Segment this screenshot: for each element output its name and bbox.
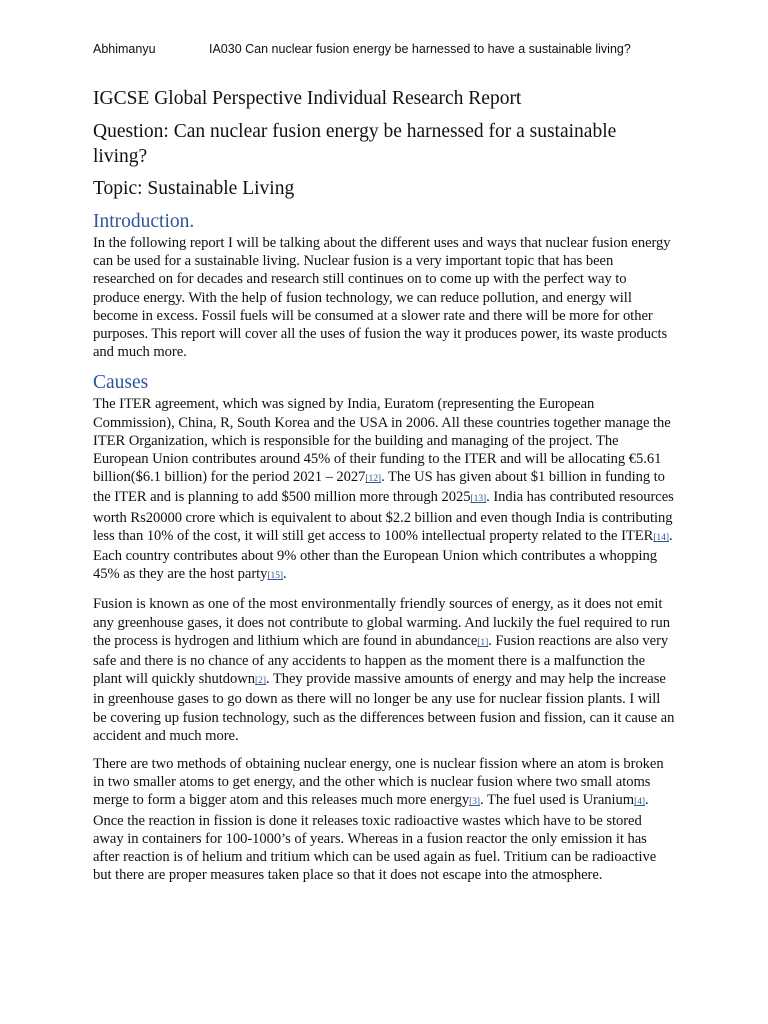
- paragraph-text: . They provide massive amounts of energy and may help the increase in greenhouse gases to go down as there will no longer be any use for nuclear fission plants. I will be covering up fusion technology, such as the differences between fusion and fission, can it cause an accident and much more.: [93, 671, 675, 744]
- paragraph-text: .: [283, 566, 287, 583]
- citation-link-12[interactable]: [12]: [365, 474, 382, 485]
- causes-paragraph-fission-fusion: [93, 755, 675, 884]
- header-title: IA030 Can nuclear fusion energy be harnessed to have a sustainable living?: [209, 42, 631, 56]
- research-topic: Topic: Sustainable Living: [93, 178, 295, 199]
- causes-paragraph-iter: [93, 395, 675, 585]
- citation-link-4[interactable]: [4]: [634, 797, 646, 808]
- research-question: Question: Can nuclear fusion energy be harnessed for a sustainable living?: [93, 121, 617, 167]
- citation-link-13[interactable]: [13]: [470, 494, 487, 505]
- document-body: [93, 86, 675, 895]
- causes-heading: Causes: [93, 372, 149, 394]
- citation-link-14[interactable]: [14]: [653, 532, 669, 543]
- paragraph-text: The ITER agreement, which was signed by India, Euratom (representing the European Commission), China, R, South Korea and the USA in 2006. All these countries together manage the ITER Organization, which is responsible for the building and managing of the project. The European Union contributes around 45% of their funding to the ITER and will be allocating €5.61 billion($6.1 billion) for the period 2021 – 2027: [93, 396, 671, 486]
- paragraph-text: . Each country contributes about 9% other than the European Union which contributes a whopping 45% as they are the host party: [93, 527, 673, 583]
- paragraph-text: . India has contributed resources worth Rs20000 crore which is equivalent to about $2.2 billion and even though India is contributing less than 10% of the cost, it will still get access to 100% intellectual property related to the ITER: [93, 489, 674, 544]
- citation-link-15[interactable]: [15]: [267, 571, 284, 582]
- header-author: Abhimanyu: [93, 42, 156, 56]
- page-header: [93, 42, 693, 56]
- citation-link-2[interactable]: [2]: [255, 676, 266, 687]
- citation-link-3[interactable]: [3]: [469, 797, 481, 808]
- paragraph-text: . Fusion reactions are also very safe and there is no chance of any accidents to happen as the moment there is a malfunction the plant will quickly shutdown: [93, 632, 669, 688]
- paragraph-text: . The US has given about $1 billion in funding to the ITER and is planning to add $500 million more through 2025: [93, 469, 665, 506]
- introduction-paragraph: In the following report I will be talking about the different uses and ways that nuclear fusion energy can be used for a sustainable living. Nuclear fusion is a very important topic that has been researched on for decades and research still continues on to come up with the perfect way to produce energy. With the help of fusion technology, we can reduce pollution, and energy will become in excess. Fossil fuels will be consumed at a slower rate and there will be more for other purposes. This report will cover all the uses of fusion the way it produces power, its waste products and much more.: [93, 235, 671, 361]
- paragraph-text: . The fuel used is Uranium: [480, 792, 635, 809]
- citation-link-1[interactable]: [1]: [477, 637, 489, 648]
- paragraph-text: Fusion is known as one of the most environmentally friendly sources of energy, as it does not emit any greenhouse gases, it does not contribute to global warming. And luckily the fuel required to run the process is hydrogen and lithium which are found in abundance: [93, 596, 670, 649]
- paragraph-text: . Once the reaction in fission is done it releases toxic radioactive wastes which have to be stored away in containers for 100-1000’s of years. Whereas in a fusion reactor the only emission it has after reaction is of helium and tritium which can be used again as fuel. Tritium can be radioactive but there are proper measures taken place so that it does not escape into the atmosphere.: [93, 792, 657, 884]
- report-title: IGCSE Global Perspective Individual Research Report: [93, 88, 522, 109]
- paragraph-text: There are two methods of obtaining nuclear energy, one is nuclear fission where an atom is broken in two smaller atoms to get energy, and the other which is nuclear fusion where two small atoms merge to form a bigger atom and this releases much more energy: [93, 756, 664, 809]
- causes-paragraph-environment: [93, 595, 675, 745]
- introduction-heading: Introduction.: [93, 211, 195, 232]
